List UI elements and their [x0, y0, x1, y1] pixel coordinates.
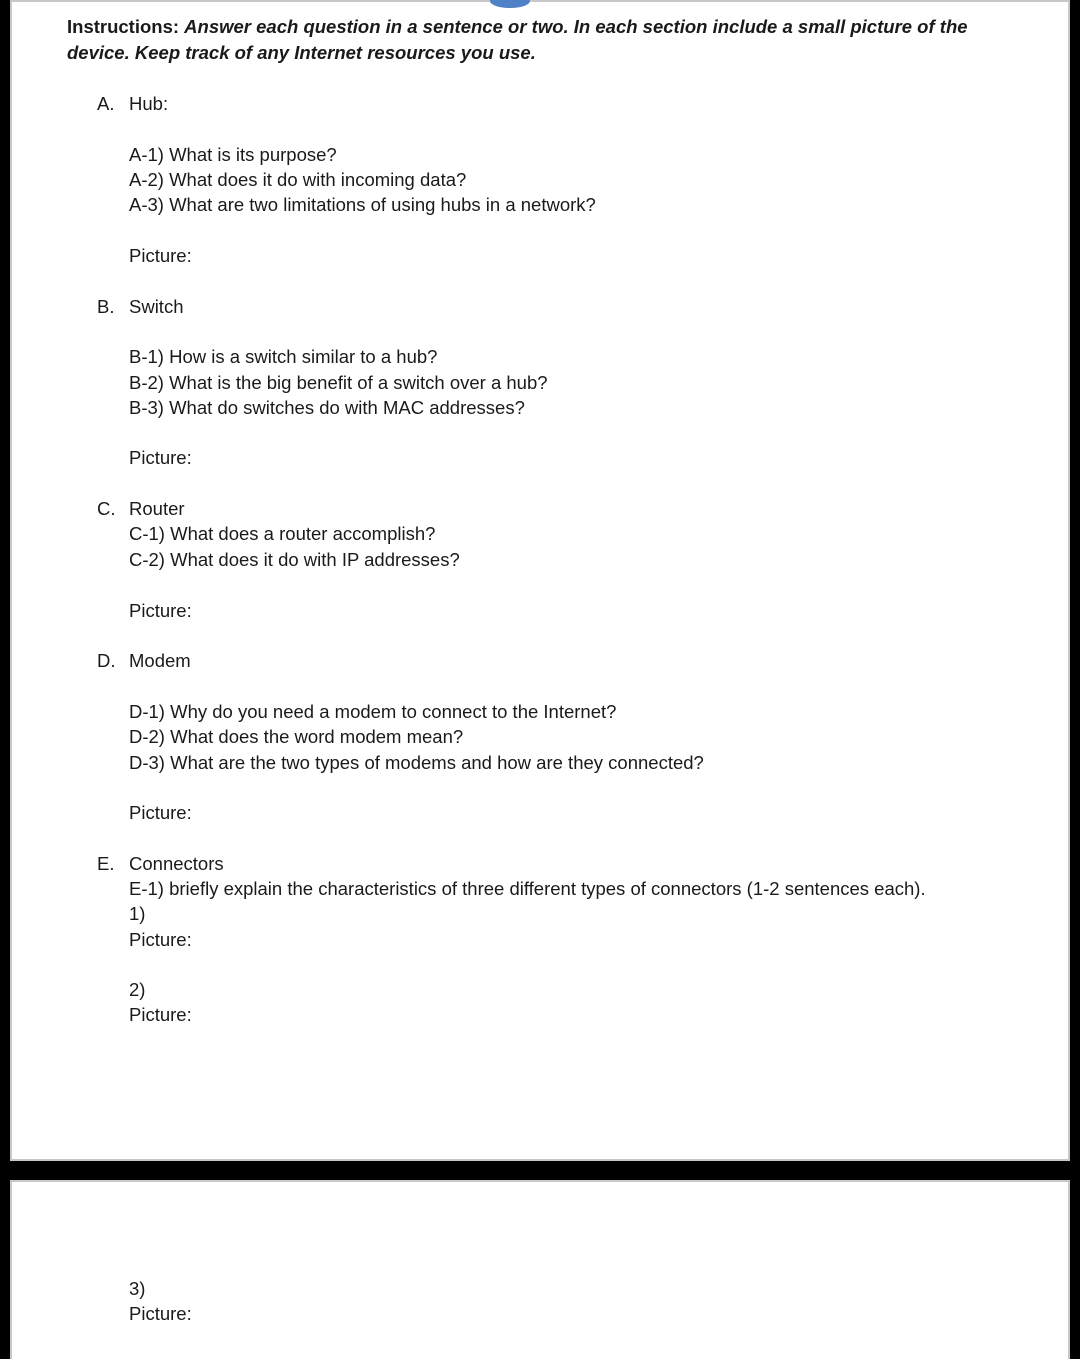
section-c-marker: C. — [97, 498, 116, 519]
picture-label-d: Picture: — [129, 802, 192, 823]
section-a-title: Hub: — [129, 93, 169, 114]
question-c2: C-2) What does it do with IP addresses? — [129, 549, 460, 570]
section-e-marker: E. — [97, 853, 115, 874]
scroll-indicator — [490, 0, 530, 8]
section-a-marker: A. — [97, 93, 115, 114]
question-c1: C-1) What does a router accomplish? — [129, 523, 436, 544]
picture-label-a: Picture: — [129, 245, 192, 266]
picture-label-e2: Picture: — [129, 1004, 192, 1025]
question-d2: D-2) What does the word modem mean? — [129, 726, 464, 747]
connector-item-2: 2) — [129, 979, 146, 1000]
picture-label-e3: Picture: — [129, 1303, 192, 1324]
picture-label-e1: Picture: — [129, 929, 192, 950]
document-page-2 — [10, 1180, 1070, 1359]
question-b2: B-2) What is the big benefit of a switch over a hub? — [129, 372, 548, 393]
instructions — [67, 14, 997, 66]
section-b-marker: B. — [97, 296, 115, 317]
question-a1: A-1) What is its purpose? — [129, 144, 337, 165]
question-a2: A-2) What does it do with incoming data? — [129, 169, 467, 190]
question-a3: A-3) What are two limitations of using hubs in a network? — [129, 194, 596, 215]
section-c-title: Router — [129, 498, 185, 519]
section-d-title: Modem — [129, 650, 191, 671]
instructions-label: Instructions: — [67, 16, 180, 37]
question-e1: E-1) briefly explain the characteristics of three different types of connectors (1-2 sentences each). — [129, 878, 926, 899]
section-e-title: Connectors — [129, 853, 224, 874]
question-b3: B-3) What do switches do with MAC addresses? — [129, 397, 525, 418]
picture-label-c: Picture: — [129, 600, 192, 621]
document-page-1 — [10, 0, 1070, 1161]
picture-label-b: Picture: — [129, 447, 192, 468]
section-d-marker: D. — [97, 650, 116, 671]
question-b1: B-1) How is a switch similar to a hub? — [129, 346, 438, 367]
connector-item-1: 1) — [129, 903, 146, 924]
connector-item-3: 3) — [129, 1278, 146, 1299]
instructions-text: Answer each question in a sentence or two. In each section include a small picture of the device. Keep track of any Internet resources you use. — [67, 16, 968, 63]
section-b-title: Switch — [129, 296, 184, 317]
question-d3: D-3) What are the two types of modems and how are they connected? — [129, 752, 704, 773]
question-d1: D-1) Why do you need a modem to connect to the Internet? — [129, 701, 617, 722]
